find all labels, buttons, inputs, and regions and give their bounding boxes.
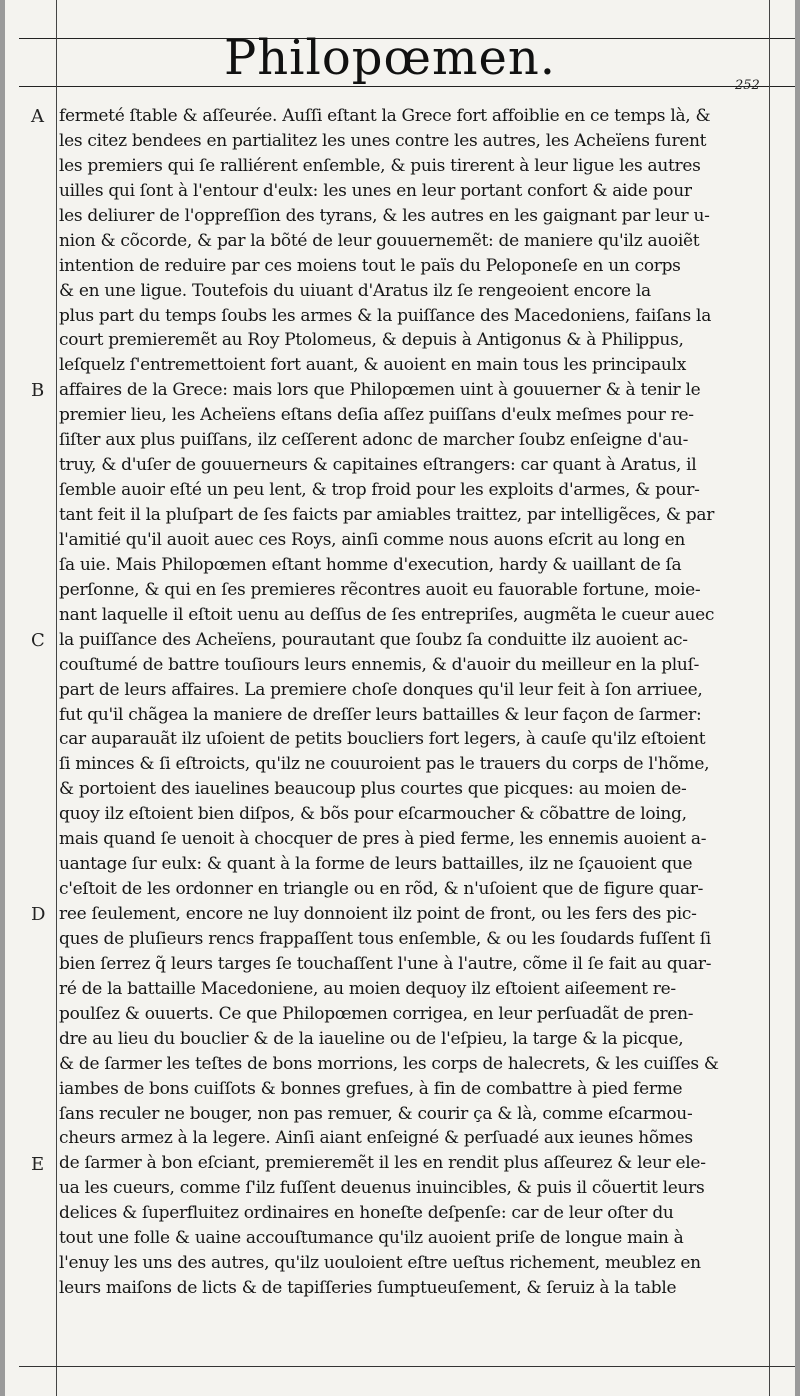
text-line: & de ſarmer les teſtes de bons morrions, les corps de halecrets, & les cuiſſes & (59, 1053, 719, 1074)
text-line: delices & ſuperfluitez ordinaires en honeſte deſpenſe: car de leur oſter du (59, 1203, 674, 1224)
text-line: perſonne, & qui en ſes premieres rẽcontres auoit eu fauorable fortune, moie- (59, 579, 701, 600)
text-line: ſans reculer ne bouger, non pas remuer, & courir ça & là, comme eſcarmou- (59, 1103, 693, 1124)
text-line: ré de la battaille Macedoniene, au moien dequoy ilz eſtoient aiſeement re- (59, 978, 676, 999)
text-line: leſquelz ſ'entremettoient fort auant, & auoient en main tous les principaulx (59, 355, 686, 376)
book-page (5, 0, 795, 1396)
text-line: court premieremẽt au Roy Ptolomeus, & depuis à Antigonus & à Philippus, (59, 330, 684, 351)
text-line: & portoient des iauelines beaucoup plus courtes que picques: au moien de- (59, 779, 687, 800)
margin-letter: D (31, 904, 46, 926)
text-line: bien ſerrez q̃ leurs targes ſe touchaſſent l'une à l'autre, cõme il ſe fait au quar- (59, 953, 712, 974)
text-line: premier lieu, les Acheïens eſtans deſia aſſez puiſſans d'eulx meſmes pour re- (59, 405, 694, 426)
text-line: les premiers qui ſe ralliérent enſemble, & puis tirerent à leur ligue les autres (59, 155, 701, 176)
text-line: ree ſeulement, encore ne luy donnoient ilz point de front, ou les fers des pic- (59, 904, 697, 924)
text-line: ſemble auoir eſté un peu lent, & trop froid pour les exploits d'armes, & pour- (59, 480, 700, 501)
text-line: ques de pluſieurs rencs frappaſſent tous enſemble, & ou les ſoudards fuſſent ſi (59, 928, 711, 949)
text-line: & en une ligue. Toutefois du uiuant d'Aratus ilz ſe rengeoient encore la (59, 280, 651, 301)
text-line: l'amitié qu'il auoit auec ces Roys, ainſi comme nous auons eſcrit au long en (59, 529, 686, 550)
text-line: fermeté ſtable & aſſeurée. Auſſi eſtant la Grece fort affoiblie en ce temps là, & (59, 106, 711, 126)
text-line: nant laquelle il eſtoit uenu au deſſus de ſes entrepriſes, augmẽta le cueur auec (59, 604, 715, 625)
text-line: nion & cõcorde, & par la bõté de leur gouuernemẽt: de maniere qu'ilz auoiẽt (59, 230, 700, 251)
text-line: tout une folle & uaine accouſtumance qu'ilz auoient priſe de longue main à (59, 1228, 684, 1249)
text-line: tant feit il la pluſpart de ſes faicts par amiables traittez, par intelligẽces, & par (59, 505, 715, 525)
text-line: couſtumé de battre touſiours leurs ennemis, & d'auoir du meilleur en la pluſ- (59, 654, 700, 675)
text-line: l'enuy les uns des autres, qu'ilz uouloient eſtre ueſtus richement, meublez en (59, 1253, 701, 1274)
text-line: part de leurs affaires. La premiere choſe donques qu'il leur feit à ſon arriuee, (59, 679, 703, 700)
margin-letter: C (31, 629, 45, 651)
text-line: uilles qui ſont à l'entour d'eulx: les unes en leur portant confort & aide pour (59, 180, 692, 201)
text-line: leurs maiſons de licts & de tapiſſeries ſumptueuſement, & ſeruiz à la table (59, 1278, 677, 1299)
text-line: la puiſſance des Acheïens, pourautant que ſoubz ſa conduitte ilz auoient ac- (59, 629, 688, 650)
running-title: Philopœmen. (223, 30, 557, 86)
text-line: plus part du temps ſoubs les armes & la puiſſance des Macedoniens, faiſans la (59, 305, 712, 326)
text-line: cheurs armez à la legere. Ainſi aiant enſeigné & perſuadé aux ieunes hõmes (59, 1128, 693, 1149)
text-line: car auparauãt ilz uſoient de petits boucliers fort legers, à cauſe qu'ilz eſtoient (59, 729, 706, 750)
text-line: les citez bendees en partialitez les unes contre les autres, les Acheïens furent (59, 130, 707, 151)
left-margin-rule (56, 0, 57, 1396)
margin-letter: E (31, 1153, 45, 1175)
text-line: fut qu'il chãgea la maniere de dreſſer leurs battailles & leur façon de ſarmer: (59, 704, 702, 725)
text-line: dre au lieu du bouclier & de la iaueline ou de l'eſpieu, la targe & la picque, (59, 1028, 684, 1049)
text-line: ſi minces & ſi eſtroicts, qu'ilz ne couuroient pas le trauers du corps de l'hõme, (59, 754, 710, 775)
text-line: ua les cueurs, comme ſ'ilz fuſſent deuenus inuincibles, & puis il cõuertit leurs (59, 1178, 705, 1199)
margin-letter: B (31, 380, 45, 402)
text-line: de ſarmer à bon eſciant, premieremẽt il les en rendit plus aſſeurez & leur ele- (59, 1153, 706, 1174)
text-line: les deliurer de l'oppreſſion des tyrans, & les autres en les gaignant par leur u- (59, 205, 710, 226)
text-line: ſa uie. Mais Philopœmen eſtant homme d'execution, hardy & uaillant de ſa (59, 554, 682, 575)
bottom-rule (19, 1366, 795, 1367)
text-line: affaires de la Grece: mais lors que Philopœmen uint à gouuerner & à tenir le (59, 380, 701, 401)
text-line: uantage ſur eulx: & quant à la forme de leurs battailles, ilz ne ſçauoient que (59, 854, 693, 875)
text-line: c'eſtoit de les ordonner en triangle ou en rõd, & n'uſoient que de figure quar- (59, 879, 704, 900)
text-body (59, 104, 771, 1301)
text-line: intention de reduire par ces moiens tout le païs du Peloponeſe en un corps (59, 255, 681, 276)
page-number: 252 (735, 78, 760, 93)
margin-letter: A (31, 106, 44, 127)
text-line: quoy ilz eſtoient bien diſpos, & bõs pour eſcarmoucher & cõbattre de loing, (59, 804, 687, 825)
text-line: mais quand ſe uenoit à chocquer de pres à pied ferme, les ennemis auoient a- (59, 829, 707, 850)
text-line: poulſez & ouuerts. Ce que Philopœmen corrigea, en leur perſuadãt de pren- (59, 1003, 694, 1024)
text-line: truy, & d'uſer de gouuerneurs & capitaines eſtrangers: car quant à Aratus, il (59, 455, 697, 476)
text-line: iambes de bons cuiſſots & bonnes grefues, à fin de combattre à pied ferme (59, 1078, 683, 1099)
text-line: ſiſter aux plus puiſſans, ilz ceſſerent adonc de marcher ſoubz enſeigne d'au- (59, 430, 689, 451)
